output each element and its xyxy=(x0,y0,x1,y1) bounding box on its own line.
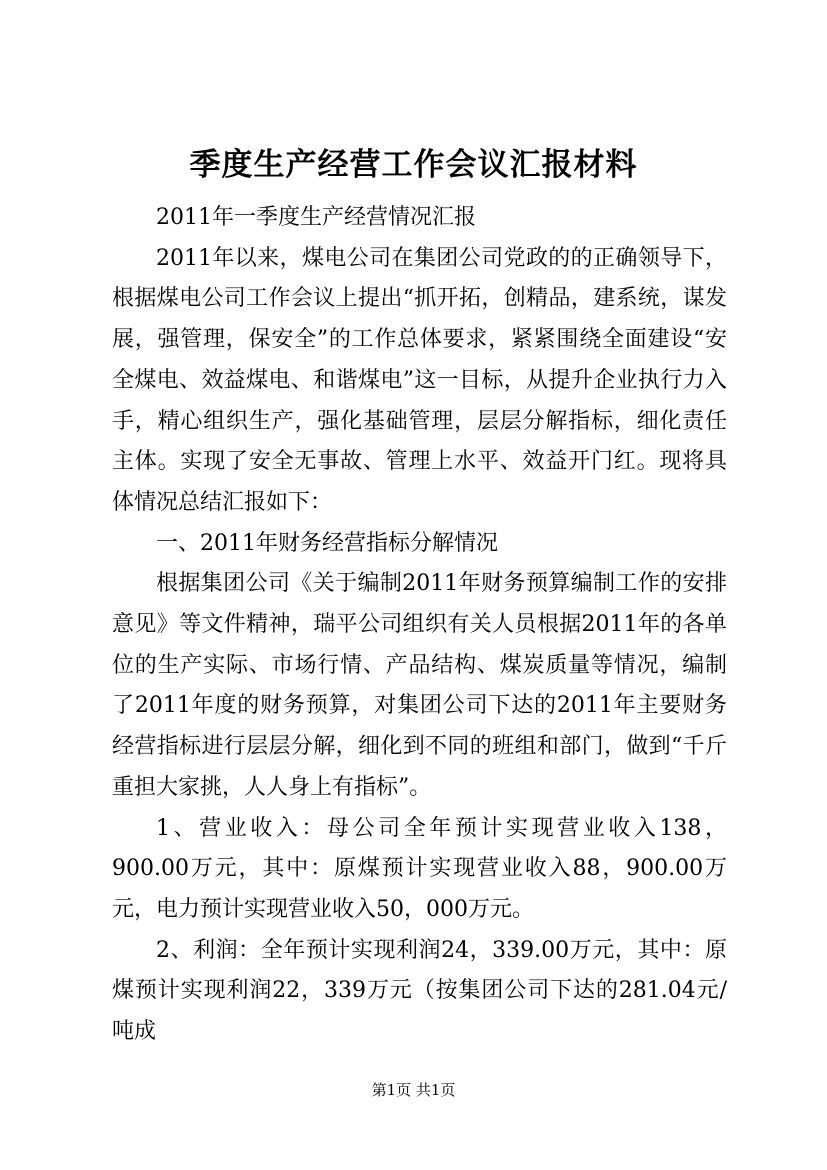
paragraph-subtitle: 2011年一季度生产经营情况汇报 xyxy=(156,205,476,230)
paragraph-budget: 根据集团公司《关于编制2011年财务预算编制工作的安排意见》等文件精神，瑞平公司组织有关人员根据2011年的各单位的生产实际、市场行情、产品结构、煤炭质量等情况，编制了2011年度的财务预算，对集团公司下达的2011年主要财务经营指标进行层层分解，细化到不同的班组和部门，做到“千斤重担大家挑，人人身上有指标”。 xyxy=(112,571,727,800)
section-heading: 一、2011年财务经营指标分解情况 xyxy=(156,530,498,556)
paragraph-revenue: 1、营业收入：母公司全年预计实现营业收入138，900.00万元，其中：原煤预计实现营业收入88，900.00万元，电力预计实现营业收入50，000万元。 xyxy=(112,815,727,922)
document-title: 季度生产经营工作会议汇报材料 xyxy=(189,147,638,183)
page-footer: 第1页 共1页 xyxy=(371,1081,456,1099)
document-body xyxy=(112,198,727,1053)
paragraph-intro: 2011年以来，煤电公司在集团公司党政的的正确领导下，根据煤电公司工作会议上提出“抓开拓，创精品，建系统，谋发展，强管理，保安全”的工作总体要求，紧紧围绕全面建设“安全煤电、效益煤电、和谐煤电”这一目标，从提升企业执行力入手，精心组织生产，强化基础管理，层层分解指标，细化责任主体。实现了安全无事故、管理上水平、效益开门红。现将具体情况总结汇报如下： xyxy=(112,245,727,515)
paragraph-profit: 2、利润：全年预计实现利润24，339.00万元，其中：原煤预计实现利润22，339万元（按集团公司下达的281.04元/吨成 xyxy=(112,937,727,1045)
